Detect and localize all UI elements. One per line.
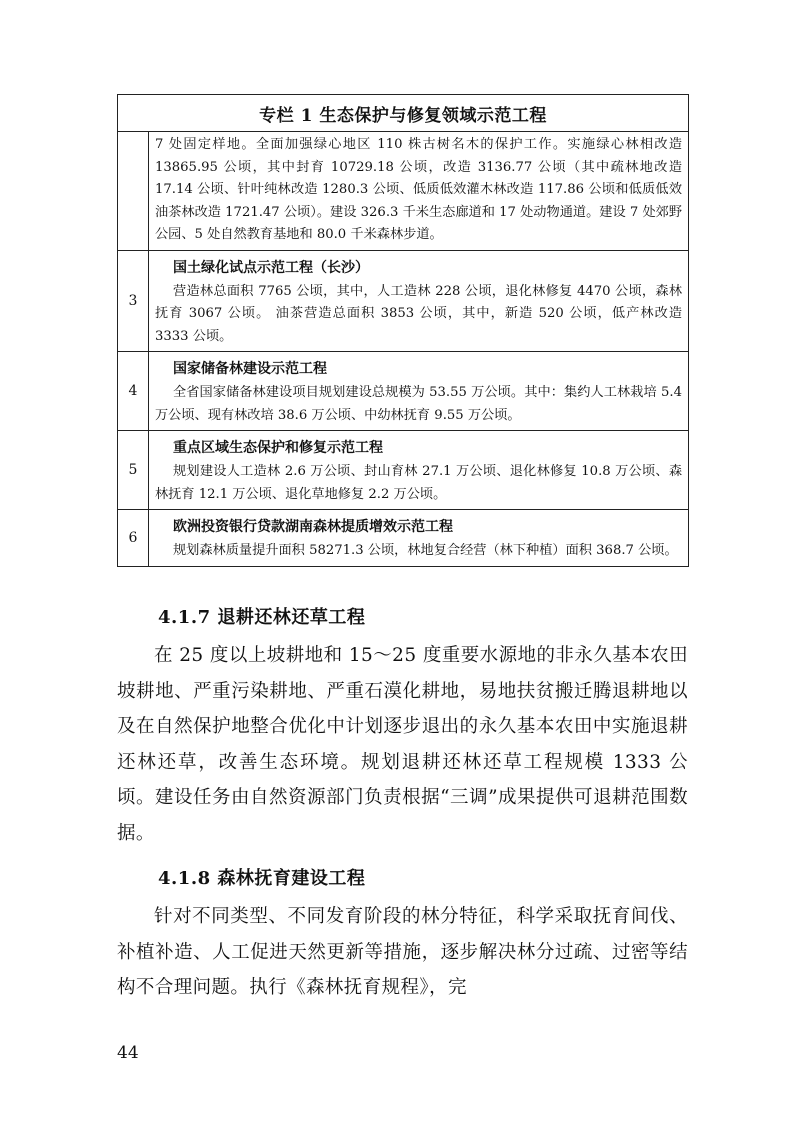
row-content-cell [149, 431, 689, 510]
table-row [118, 250, 689, 352]
row-text: 规划建设人工造林 2.6 万公顷、封山育林 27.1 万公顷、退化林修复 10.8 万公顷、森林抚育 12.1 万公顷、退化草地修复 2.2 万公顷。 [155, 464, 683, 502]
row-title: 欧洲投资银行贷款湖南森林提质增效示范工程 [173, 519, 453, 535]
section-paragraph-4-1-8 [117, 899, 688, 1006]
row-text: 全省国家储备林建设项目规划建设总规模为 53.55 万公顷。其中：集约人工林栽培 5.4 万公顷、现有林改培 38.6 万公顷、中幼林抚育 9.55 万公顷。 [155, 385, 683, 423]
table-row [118, 510, 689, 567]
row-number: 3 [118, 250, 149, 352]
feature-box-table [117, 94, 688, 567]
row-content-cell [149, 250, 689, 352]
paragraph-text: 在 25 度以上坡耕地和 15～25 度重要水源地的非永久基本农田坡耕地、严重污染耕地、严重石漠化耕地，易地扶贫搬迁腾退耕地以及在自然保护地整合优化中计划逐步退出的永久基本农田中实施退耕还林还草，改善生态环境。规划退耕还林还草工程规模 1333 公顷。建设任务由自然资源部门负责根据“三调”成果提供可退耕范围数据。 [117, 645, 688, 844]
continued-text: 7 处固定样地。全面加强绿心地区 110 株古树名木的保护工作。实施绿心林相改造 13865.95 公顷，其中封育 10729.18 公顷，改造 3136.77 公顷（其中疏林地改造 17.14 公顷、针叶纯林改造 1280.3 公顷、低质低效灌木林改造 117.86 公顷和低质低效油茶林改造 1721.47 公顷）。建设 326.3 千米生态廊道和 17 处动物通道。建设 7 处郊野公园、5 处自然教育基地和 80.0 千米森林步道。 [155, 137, 683, 242]
row-title: 重点区域生态保护和修复示范工程 [173, 440, 383, 456]
row-number: 4 [118, 352, 149, 431]
paragraph-text: 针对不同类型、不同发育阶段的林分特征，科学采取抚育间伐、补植补造、人工促进天然更新等措施，逐步解决林分过疏、过密等结构不合理问题。执行《森林抚育规程》，完 [117, 906, 688, 998]
section-paragraph-4-1-7 [117, 638, 688, 851]
row-text: 规划森林质量提升面积 58271.3 公顷，林地复合经营（林下种植）面积 368.7 公顷。 [173, 543, 678, 558]
row-number-cell [118, 132, 149, 251]
row-title: 国家储备林建设示范工程 [173, 361, 327, 377]
section-heading-4-1-8: 4.1.8 森林抚育建设工程 [158, 868, 366, 889]
row-number: 5 [118, 431, 149, 510]
row-number: 6 [118, 510, 149, 567]
table-title: 专栏 1 生态保护与修复领域示范工程 [118, 95, 689, 132]
row-title: 国土绿化试点示范工程（长沙） [173, 259, 369, 276]
demo-projects-table [117, 94, 689, 567]
table-title-row [118, 95, 689, 132]
table-row [118, 352, 689, 431]
row-content-cell [149, 510, 689, 567]
page-number: 44 [117, 1043, 139, 1063]
row-content-cell [149, 132, 689, 251]
row-text: 营造林总面积 7765 公顷，其中，人工造林 228 公顷，退化林修复 4470 公顷，森林抚育 3067 公顷。 油茶营造总面积 3853 公顷，其中，新造 520 公顷，低产林改造 3333 公顷。 [155, 283, 683, 344]
table-row [118, 431, 689, 510]
section-heading-4-1-7: 4.1.7 退耕还林还草工程 [158, 607, 366, 628]
row-content-cell [149, 352, 689, 431]
table-row [118, 132, 689, 251]
